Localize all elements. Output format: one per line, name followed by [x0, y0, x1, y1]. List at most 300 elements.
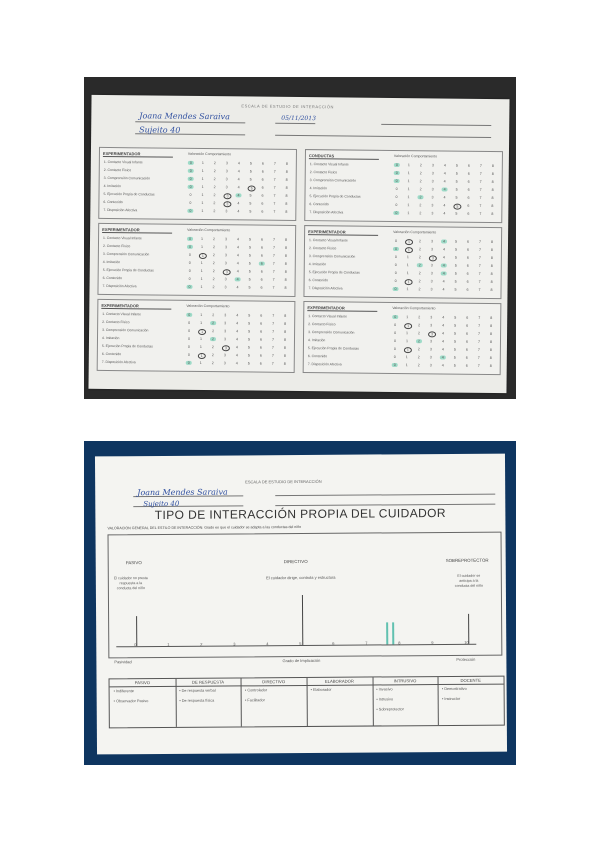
score-row-label: 4. Imitación — [307, 338, 326, 343]
score-number: 4 — [235, 353, 238, 358]
score-number: 3 — [431, 195, 434, 200]
category-head: INTRUSIVO — [372, 678, 438, 685]
score-number: 4 — [235, 345, 238, 350]
score-number: 4 — [236, 261, 239, 266]
score-number: 8 — [491, 212, 494, 217]
score-number: 7 — [479, 163, 482, 168]
score-number: 6 — [465, 355, 468, 360]
score-number: 6 — [467, 239, 470, 244]
score-number: 1 — [407, 163, 410, 168]
score-number: 2 — [417, 339, 421, 344]
score-number: 4 — [442, 255, 445, 260]
score-number: 5 — [248, 253, 251, 258]
score-number: 0 — [394, 323, 397, 328]
score-number: 3 — [225, 161, 228, 166]
score-number: 4 — [236, 285, 239, 290]
score-number: 1 — [200, 284, 203, 289]
scale-box — [108, 532, 503, 659]
score-number: 7 — [478, 247, 481, 252]
score-row — [103, 208, 293, 217]
category-head: PASIVO — [110, 680, 176, 687]
score-number: 6 — [466, 247, 469, 252]
score-number: 2 — [418, 271, 421, 276]
category-item: • De respuesta verbal — [179, 688, 216, 693]
score-row — [308, 362, 498, 371]
block-scale-title: Valoración Comportamiento — [187, 151, 232, 157]
score-number: 7 — [477, 363, 480, 368]
block-scale-title: Valoración Comportamiento — [392, 305, 436, 311]
score-number: 1 — [405, 279, 413, 285]
score-number: 6 — [260, 261, 263, 266]
score-number: 7 — [272, 321, 275, 326]
score-number: 4 — [443, 171, 446, 176]
score-number: 3 — [431, 187, 434, 192]
score-number: 5 — [454, 247, 457, 252]
sheet-title: TIPO DE INTERACCIÓN PROPIA DEL CUIDADOR — [154, 505, 447, 523]
score-number: 4 — [235, 361, 238, 366]
score-number: 1 — [407, 179, 410, 184]
score-number: 4 — [237, 201, 240, 206]
score-number: 4 — [441, 347, 444, 352]
score-number: 7 — [272, 313, 275, 318]
score-number: 2 — [419, 195, 422, 200]
score-number: 1 — [201, 184, 204, 189]
score-number: 6 — [261, 161, 264, 166]
score-number: 3 — [429, 339, 433, 344]
score-number: 5 — [248, 313, 251, 318]
score-number: 7 — [273, 161, 276, 166]
score-number: 5 — [248, 285, 251, 290]
score-number: 5 — [249, 177, 252, 182]
photo-interaction-sheet — [84, 441, 516, 765]
block-scale-title: Valoración Comportamiento — [187, 227, 231, 233]
block-scale-title: Valoración Comportamiento — [393, 153, 438, 159]
score-number: 5 — [455, 195, 458, 200]
scoring-block — [97, 299, 296, 373]
score-number: 4 — [441, 363, 444, 368]
score-number: 6 — [260, 253, 263, 258]
score-number: 2 — [418, 255, 421, 260]
score-number: 4 — [442, 331, 445, 336]
score-row-label: 4. Imitación — [308, 262, 327, 267]
score-number: 2 — [213, 237, 216, 242]
score-number: 3 — [225, 209, 228, 214]
score-row-label: 5. Ejecución Propia de Conductas — [307, 346, 360, 351]
score-number: 3 — [224, 245, 227, 250]
score-number: 2 — [417, 363, 420, 368]
score-number: 4 — [237, 237, 240, 242]
score-number: 0 — [189, 208, 192, 213]
score-number: 8 — [490, 280, 493, 285]
score-number: 4 — [237, 161, 240, 166]
score-number: 2 — [418, 331, 421, 336]
score-number: 0 — [188, 328, 191, 333]
block-title: EXPERIMENTADOR — [103, 151, 173, 158]
score-number: 4 — [237, 177, 240, 182]
score-row-label: 6. Contenido — [308, 278, 328, 283]
interaction-sheet — [95, 454, 507, 755]
block-title: CONDUCTAS — [309, 153, 379, 160]
score-number: 1 — [407, 171, 410, 176]
score-number: 7 — [478, 279, 481, 284]
score-number: 1 — [406, 315, 409, 320]
score-number: 5 — [455, 239, 458, 244]
score-number: 6 — [466, 323, 469, 328]
score-number: 0 — [393, 354, 396, 360]
score-number: 4 — [442, 323, 445, 328]
score-number: 5 — [455, 171, 458, 176]
score-number: 6 — [465, 363, 468, 368]
score-number: 4 — [443, 187, 446, 192]
block-title: EXPERIMENTADOR — [307, 305, 377, 312]
score-row — [309, 210, 499, 219]
score-number: 1 — [198, 329, 206, 335]
category-item: • Indiferente — [113, 689, 134, 694]
score-number: 0 — [394, 263, 397, 268]
scoring-block — [97, 223, 296, 297]
score-row — [102, 360, 292, 369]
score-number: 3 — [431, 203, 434, 208]
score-number: 8 — [490, 248, 493, 253]
score-number: 5 — [248, 245, 251, 250]
axis-tick: 0 — [134, 642, 137, 648]
scoring-block — [303, 301, 502, 375]
score-number: 3 — [222, 345, 230, 351]
score-number: 8 — [284, 321, 287, 326]
score-number: 2 — [213, 209, 216, 214]
score-row-label: 5. Ejecución Propia de Conductas — [101, 343, 154, 349]
score-number: 8 — [491, 180, 494, 185]
score-number: 7 — [272, 269, 275, 274]
score-row-label: 2. Contacto Físico — [103, 167, 132, 173]
score-number: 5 — [455, 211, 458, 216]
score-number: 6 — [466, 255, 469, 260]
score-row-label: 7. Disposición Afectiva — [308, 286, 343, 291]
category-item: • Facilitador — [244, 698, 265, 703]
axis-right-label: Protección — [456, 656, 476, 662]
score-number: 2 — [213, 201, 216, 206]
score-number: 5 — [247, 345, 250, 350]
score-number: 2 — [212, 269, 215, 274]
score-row-label: 3. Comprensión Comunicación — [308, 254, 356, 259]
score-number: 6 — [261, 237, 264, 242]
score-number: 0 — [187, 360, 190, 365]
score-number: 5 — [455, 163, 458, 168]
category-head: DE RESPUESTA — [175, 679, 241, 686]
category-item: • Instructor — [441, 696, 461, 702]
score-number: 0 — [395, 211, 398, 216]
category-table — [109, 676, 505, 729]
score-number: 3 — [429, 347, 432, 352]
score-number: 0 — [394, 247, 397, 252]
score-row-label: 1. Contacto Visual Infante — [102, 311, 142, 317]
category-column — [372, 677, 439, 725]
score-number: 7 — [478, 263, 481, 268]
score-row — [102, 284, 292, 293]
score-row-label: 2. Contacto Físico — [308, 322, 336, 327]
score-row-label: 1. Contacto Visual Infante — [103, 159, 143, 165]
score-number: 8 — [285, 161, 288, 166]
score-number: 7 — [272, 245, 275, 250]
score-number: 3 — [223, 361, 226, 366]
score-number: 3 — [223, 201, 231, 207]
score-number: 5 — [249, 201, 252, 206]
score-number: 6 — [467, 203, 470, 208]
score-number: 8 — [491, 240, 494, 245]
scoring-block — [304, 149, 503, 223]
score-number: 6 — [466, 271, 469, 276]
score-number: 3 — [430, 247, 433, 252]
score-number: 7 — [477, 339, 481, 344]
score-number: 6 — [260, 329, 263, 334]
score-number: 0 — [189, 168, 192, 173]
score-number: 6 — [467, 163, 470, 168]
score-number: 2 — [211, 337, 215, 342]
sheet-header-small: ESCALA DE ESTUDIO DE INTERACCIÓN — [245, 478, 322, 485]
score-number: 6 — [261, 193, 264, 198]
scoring-sheet — [88, 95, 509, 393]
score-row-label: 6. Contenido — [309, 202, 329, 207]
score-number: 0 — [395, 171, 398, 176]
score-number: 3 — [224, 261, 227, 266]
field-line — [275, 135, 491, 138]
score-number: 5 — [249, 161, 252, 166]
axis-tick: 5 — [299, 640, 302, 647]
score-number: 5 — [453, 339, 457, 344]
score-number: 5 — [454, 323, 457, 328]
category-head: DOCENTE — [438, 678, 504, 685]
score-number: 2 — [418, 263, 421, 268]
axis-tick: 10 — [464, 639, 469, 645]
score-number: 4 — [443, 203, 446, 208]
score-number: 3 — [224, 321, 227, 326]
score-number: 7 — [271, 345, 274, 350]
participant-name: Joana Mendes Saraiva — [137, 487, 228, 498]
axis-tick: 8 — [398, 640, 401, 646]
score-number: 2 — [417, 347, 420, 352]
score-number: 3 — [224, 277, 227, 282]
subject-id: Sujeito 40 — [143, 499, 180, 509]
score-number: 4 — [443, 179, 446, 184]
score-number: 7 — [271, 361, 274, 366]
score-number: 3 — [224, 285, 227, 290]
block-title: EXPERIMENTADOR — [308, 229, 378, 236]
score-number: 6 — [259, 345, 262, 350]
score-number: 8 — [283, 337, 287, 342]
score-row-label: 5. Ejecución Propia de Conductas — [103, 191, 155, 197]
score-number: 7 — [477, 347, 480, 352]
score-number: 8 — [283, 345, 286, 350]
score-number: 7 — [478, 255, 481, 260]
score-number: 1 — [199, 360, 202, 365]
score-number: 4 — [235, 337, 239, 342]
score-row-label: 7. Disposición Afectiva — [101, 359, 136, 365]
score-number: 3 — [225, 237, 228, 242]
score-number: 8 — [284, 277, 287, 282]
score-number: 2 — [417, 355, 420, 360]
score-number: 4 — [442, 315, 445, 320]
score-number: 5 — [248, 277, 251, 282]
field-line — [381, 124, 491, 126]
score-number: 1 — [406, 271, 409, 276]
score-number: 6 — [259, 361, 262, 366]
score-number: 4 — [236, 329, 239, 334]
score-number: 4 — [236, 313, 239, 318]
score-number: 4 — [442, 287, 445, 292]
score-number: 2 — [212, 261, 215, 266]
score-number: 7 — [272, 253, 275, 258]
score-number: 5 — [248, 261, 251, 266]
score-row-label: 5. Ejecución Propia de Conductas — [308, 270, 360, 275]
score-number: 3 — [224, 329, 227, 334]
category-head: DIRECTIVO — [241, 679, 307, 686]
score-number: 7 — [479, 187, 482, 192]
score-number: 0 — [188, 320, 191, 325]
score-number: 7 — [272, 277, 275, 282]
subject-id: Sujeito 40 — [139, 125, 181, 135]
rating-mark — [386, 622, 388, 644]
score-number: 3 — [430, 263, 433, 268]
score-row-label: 7. Disposición Afectiva — [103, 207, 138, 213]
score-number: 5 — [454, 315, 457, 320]
score-number: 0 — [188, 284, 191, 289]
score-number: 5 — [454, 255, 457, 260]
score-number: 2 — [212, 285, 215, 290]
score-number: 7 — [272, 261, 275, 266]
score-number: 8 — [284, 313, 287, 318]
score-row-label: 4. Imitación — [309, 186, 327, 191]
score-number: 0 — [188, 276, 191, 281]
score-number: 3 — [430, 315, 433, 320]
score-number: 4 — [443, 163, 446, 168]
score-number: 3 — [223, 353, 226, 358]
score-number: 5 — [454, 287, 457, 292]
score-number: 1 — [404, 323, 412, 329]
score-number: 2 — [212, 253, 215, 258]
score-number: 2 — [213, 193, 216, 198]
score-number: 8 — [284, 269, 287, 274]
score-number: 2 — [212, 329, 215, 334]
score-number: 7 — [273, 201, 276, 206]
participant-name: Joana Mendes Saraiva — [139, 111, 230, 122]
score-number: 0 — [394, 287, 397, 292]
score-number: 4 — [442, 279, 445, 284]
score-number: 7 — [478, 331, 481, 336]
score-number: 7 — [273, 177, 276, 182]
score-number: 0 — [395, 203, 398, 208]
date-line — [275, 123, 315, 124]
score-number: 1 — [406, 287, 409, 292]
category-item: • De respuesta física — [179, 698, 215, 703]
score-number: 7 — [273, 193, 276, 198]
score-number: 2 — [212, 277, 215, 282]
block-scale-title: Valoración Comportamiento — [186, 303, 230, 309]
score-number: 6 — [260, 321, 263, 326]
score-row-label: 3. Comprensión Comunicación — [102, 327, 149, 333]
score-number: 8 — [284, 245, 287, 250]
score-number: 3 — [431, 239, 434, 244]
score-number: 3 — [225, 185, 228, 190]
score-number: 5 — [248, 185, 256, 191]
score-number: 5 — [453, 363, 456, 368]
score-number: 8 — [489, 340, 493, 345]
axis-center-label: Grado de Implicación — [282, 657, 321, 664]
score-number: 4 — [443, 239, 446, 244]
score-number: 8 — [285, 169, 288, 174]
score-number: 0 — [395, 163, 398, 168]
category-item: • Sobreprotector — [376, 707, 404, 712]
score-row-label: 5. Ejecución Propia de Conductas — [309, 194, 361, 199]
score-number: 1 — [407, 195, 410, 200]
score-number: 8 — [285, 237, 288, 242]
score-row-label: 5. Ejecución Propia de Conductas — [102, 267, 154, 273]
score-number: 2 — [418, 247, 421, 252]
score-number: 8 — [490, 272, 493, 277]
score-number: 2 — [213, 185, 216, 190]
score-number: 7 — [272, 329, 275, 334]
score-row-label: 6. Contenido — [101, 351, 122, 357]
score-row-label: 1. Contacto Visual Infante — [309, 162, 349, 167]
score-number: 7 — [478, 323, 481, 328]
score-number: 4 — [442, 263, 445, 268]
sheet-description: VALORACIÓN GENERAL DEL ESTILO DE INTERACCIÓN: Grado en que el cuidador se adapta a las conductas del niño — [107, 524, 302, 531]
score-number: 0 — [188, 252, 191, 257]
scale-left-caption: El cuidador no presta respuesta a la conducta del niño — [113, 576, 148, 591]
score-number: 8 — [283, 361, 286, 366]
axis-tick: 4 — [266, 641, 269, 647]
score-number: 8 — [489, 348, 492, 353]
score-number: 4 — [442, 271, 445, 276]
score-row-label: 1. Contacto Visual Infante — [103, 235, 142, 241]
score-number: 3 — [225, 177, 228, 182]
score-number: 3 — [223, 337, 227, 342]
score-number: 7 — [478, 315, 481, 320]
score-number: 2 — [213, 177, 216, 182]
score-number: 3 — [428, 331, 436, 337]
scale-mid-label: DIRECTIVO — [283, 558, 308, 565]
score-number: 6 — [259, 353, 262, 358]
score-number: 5 — [249, 209, 252, 214]
score-number: 1 — [405, 247, 413, 253]
score-number: 7 — [479, 239, 482, 244]
score-number: 1 — [200, 260, 203, 265]
score-number: 8 — [491, 196, 494, 201]
rating-mark — [392, 622, 394, 644]
score-number: 0 — [187, 344, 190, 349]
score-number: 6 — [261, 185, 264, 190]
score-number: 8 — [284, 329, 287, 334]
category-item: • Demostrativo — [441, 686, 467, 692]
category-item: • Intrusivo — [376, 697, 394, 702]
score-number: 1 — [405, 239, 413, 245]
score-number: 2 — [418, 287, 421, 292]
name-line — [135, 121, 245, 123]
score-number: 5 — [247, 353, 250, 358]
score-number: 7 — [273, 237, 276, 242]
axis-tick: 1 — [167, 641, 170, 647]
score-number: 8 — [490, 264, 493, 269]
score-number: 1 — [200, 244, 203, 249]
score-row-label: 1. Contacto Visual Infante — [309, 238, 348, 243]
score-number: 0 — [395, 187, 398, 192]
scoring-block — [303, 225, 502, 299]
score-number: 7 — [273, 169, 276, 174]
score-number: 1 — [199, 253, 207, 259]
score-number: 4 — [443, 211, 446, 216]
score-number: 4 — [237, 209, 240, 214]
score-row-label: 2. Contacto Físico — [308, 246, 337, 251]
score-number: 7 — [273, 185, 276, 190]
